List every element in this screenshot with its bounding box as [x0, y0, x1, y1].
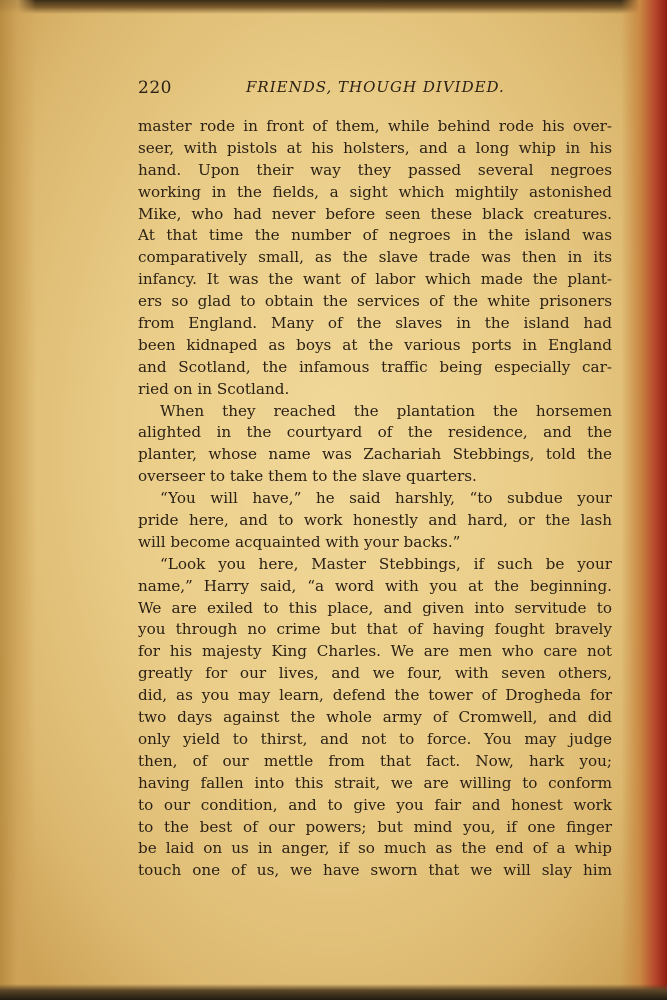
- text-line: At that time the number of negroes in the island was: [138, 226, 612, 245]
- text-line: having fallen into this strait, we are willing to conform: [138, 773, 612, 792]
- text-line: been kidnaped as boys at the various ports in England: [138, 335, 612, 354]
- text-line: only yield to thirst, and not to force. You may judge: [138, 729, 612, 748]
- text-line: did, as you may learn, defend the tower of Drogheda for: [138, 686, 612, 705]
- text-line: master rode in front of them, while behind rode his over-: [138, 117, 612, 135]
- body-text: [138, 116, 612, 882]
- text-line: “You will have,” he said harshly, “to subdue your: [160, 489, 612, 508]
- page-header: [138, 78, 610, 104]
- text-line: alighted in the courtyard of the residence, and the: [138, 423, 612, 442]
- page-number: 220: [138, 78, 172, 98]
- page-top-shadow: [0, 0, 667, 14]
- text-line: We are exiled to this place, and given into servitude to: [138, 598, 612, 617]
- text-line: be laid on us in anger, if so much as the end of a whip: [138, 839, 612, 858]
- text-line: overseer to take them to the slave quarters.: [138, 467, 477, 486]
- text-line: two days against the whole army of Cromwell, and did: [138, 708, 612, 727]
- text-line: working in the fields, a sight which mightily astonished: [138, 182, 612, 201]
- text-line: will become acquainted with your backs.”: [138, 532, 461, 551]
- page-bottom-shadow: [0, 984, 667, 1000]
- text-line: ried on in Scotland.: [138, 379, 290, 398]
- text-line: then, of our mettle from that fact. Now, hark you;: [138, 751, 612, 770]
- text-line: “Look you here, Master Stebbings, if such be your: [160, 554, 612, 573]
- text-line: greatly for our lives, and we four, with seven others,: [138, 664, 612, 683]
- text-line: and Scotland, the infamous traffic being especially car-: [138, 357, 612, 376]
- text-line: hand. Upon their way they passed several negroes: [138, 160, 612, 179]
- text-line: for his majesty King Charles. We are men who care not: [138, 642, 612, 661]
- page-left-edge: [0, 0, 36, 1000]
- running-title: FRIENDS, THOUGH DIVIDED.: [246, 78, 505, 96]
- text-line: from England. Many of the slaves in the island had: [138, 314, 612, 333]
- text-line: you through no crime but that of having fought bravely: [138, 620, 612, 639]
- text-line: to the best of our powers; but mind you, if one finger: [138, 817, 612, 836]
- text-line: touch one of us, we have sworn that we will slay him: [138, 861, 612, 880]
- book-binding-edge: [621, 0, 667, 1000]
- text-line: pride here, and to work honestly and hard, or the lash: [138, 511, 612, 530]
- text-line: Mike, who had never before seen these black creatures.: [138, 204, 612, 223]
- text-line: comparatively small, as the slave trade was then in its: [138, 248, 612, 267]
- text-line: to our condition, and to give you fair and honest work: [138, 795, 612, 814]
- text-line: infancy. It was the want of labor which made the plant-: [138, 270, 612, 289]
- text-line: name,” Harry said, “a word with you at the beginning.: [138, 576, 612, 595]
- text-line: When they reached the plantation the horsemen: [160, 401, 612, 420]
- text-line: seer, with pistols at his holsters, and a long whip in his: [138, 138, 612, 157]
- text-line: ers so glad to obtain the services of the white prisoners: [138, 292, 612, 311]
- text-line: planter, whose name was Zachariah Stebbings, told the: [138, 445, 612, 464]
